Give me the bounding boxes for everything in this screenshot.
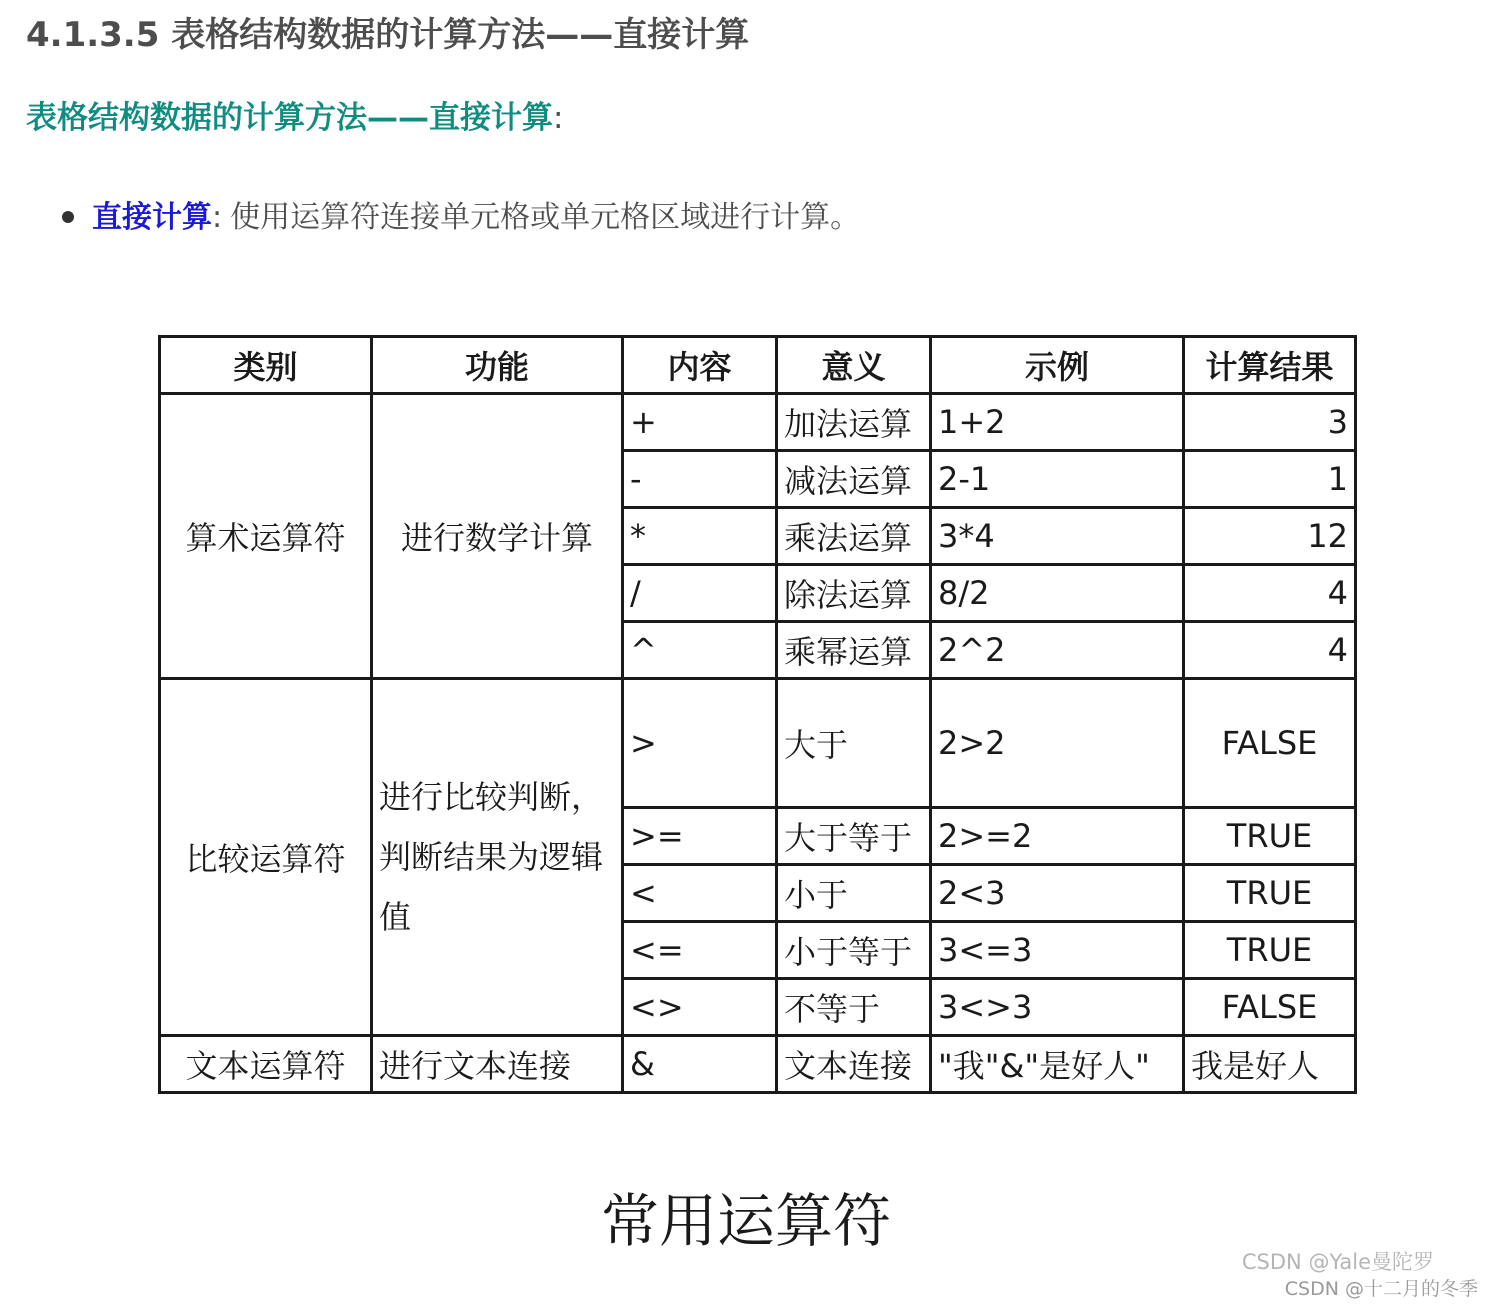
result-cell: FALSE bbox=[1184, 679, 1356, 808]
operators-table bbox=[158, 335, 1357, 1094]
header-result: 计算结果 bbox=[1184, 337, 1356, 394]
subheading-text: 表格结构数据的计算方法——直接计算 bbox=[26, 100, 553, 136]
bullet-colon: : bbox=[212, 200, 223, 235]
meaning-cell: 加法运算 bbox=[777, 394, 931, 451]
op-cell: < bbox=[623, 865, 777, 922]
example-cell: "我"&"是好人" bbox=[931, 1036, 1184, 1093]
meaning-cell: 乘法运算 bbox=[777, 508, 931, 565]
example-cell: 3<>3 bbox=[931, 979, 1184, 1036]
table-row bbox=[160, 679, 1356, 808]
header-content: 内容 bbox=[623, 337, 777, 394]
meaning-cell: 除法运算 bbox=[777, 565, 931, 622]
function-cell: 进行比较判断，判断结果为逻辑值 bbox=[372, 679, 623, 1036]
result-cell: 1 bbox=[1184, 451, 1356, 508]
example-cell: 3<=3 bbox=[931, 922, 1184, 979]
meaning-cell: 不等于 bbox=[777, 979, 931, 1036]
table-caption: 常用运算符 bbox=[600, 1187, 891, 1255]
meaning-cell: 小于 bbox=[777, 865, 931, 922]
subheading-colon: : bbox=[553, 100, 564, 136]
result-cell: TRUE bbox=[1184, 922, 1356, 979]
example-cell: 2-1 bbox=[931, 451, 1184, 508]
op-cell: * bbox=[623, 508, 777, 565]
meaning-cell: 大于 bbox=[777, 679, 931, 808]
function-cell: 进行文本连接 bbox=[372, 1036, 623, 1093]
watermark-secondary: CSDN @十二月的冬季 bbox=[1284, 1278, 1478, 1300]
op-cell: > bbox=[623, 679, 777, 808]
header-meaning: 意义 bbox=[777, 337, 931, 394]
result-cell: 我是好人 bbox=[1184, 1036, 1356, 1093]
example-cell: 3*4 bbox=[931, 508, 1184, 565]
op-cell: >= bbox=[623, 808, 777, 865]
header-example: 示例 bbox=[931, 337, 1184, 394]
op-cell: ^ bbox=[623, 622, 777, 679]
bullet-text: 使用运算符连接单元格或单元格区域进行计算。 bbox=[230, 200, 861, 235]
op-cell: + bbox=[623, 394, 777, 451]
header-category: 类别 bbox=[160, 337, 372, 394]
result-cell: 3 bbox=[1184, 394, 1356, 451]
function-cell: 进行数学计算 bbox=[372, 394, 623, 679]
meaning-cell: 乘幂运算 bbox=[777, 622, 931, 679]
op-cell: / bbox=[623, 565, 777, 622]
section-heading: 4.1.3.5 表格结构数据的计算方法——直接计算 bbox=[26, 15, 750, 55]
category-cell: 算术运算符 bbox=[160, 394, 372, 679]
direct-calc-link[interactable]: 直接计算 bbox=[92, 200, 212, 235]
example-cell: 2<3 bbox=[931, 865, 1184, 922]
bullet-item bbox=[62, 196, 860, 240]
example-cell: 8/2 bbox=[931, 565, 1184, 622]
result-cell: 4 bbox=[1184, 565, 1356, 622]
result-cell: TRUE bbox=[1184, 865, 1356, 922]
op-cell: <> bbox=[623, 979, 777, 1036]
table-header-row bbox=[160, 337, 1356, 394]
category-cell: 比较运算符 bbox=[160, 679, 372, 1036]
meaning-cell: 小于等于 bbox=[777, 922, 931, 979]
result-cell: 4 bbox=[1184, 622, 1356, 679]
meaning-cell: 文本连接 bbox=[777, 1036, 931, 1093]
header-function: 功能 bbox=[372, 337, 623, 394]
op-cell: & bbox=[623, 1036, 777, 1093]
op-cell: - bbox=[623, 451, 777, 508]
bullet-dot-icon bbox=[62, 211, 74, 223]
result-cell: TRUE bbox=[1184, 808, 1356, 865]
op-cell: <= bbox=[623, 922, 777, 979]
example-cell: 1+2 bbox=[931, 394, 1184, 451]
watermark-primary: CSDN @Yale曼陀罗 bbox=[1241, 1250, 1434, 1274]
result-cell: 12 bbox=[1184, 508, 1356, 565]
example-cell: 2>=2 bbox=[931, 808, 1184, 865]
subheading bbox=[26, 96, 563, 140]
meaning-cell: 减法运算 bbox=[777, 451, 931, 508]
result-cell: FALSE bbox=[1184, 979, 1356, 1036]
example-cell: 2>2 bbox=[931, 679, 1184, 808]
category-cell: 文本运算符 bbox=[160, 1036, 372, 1093]
example-cell: 2^2 bbox=[931, 622, 1184, 679]
table-row bbox=[160, 1036, 1356, 1093]
table-row bbox=[160, 394, 1356, 451]
meaning-cell: 大于等于 bbox=[777, 808, 931, 865]
